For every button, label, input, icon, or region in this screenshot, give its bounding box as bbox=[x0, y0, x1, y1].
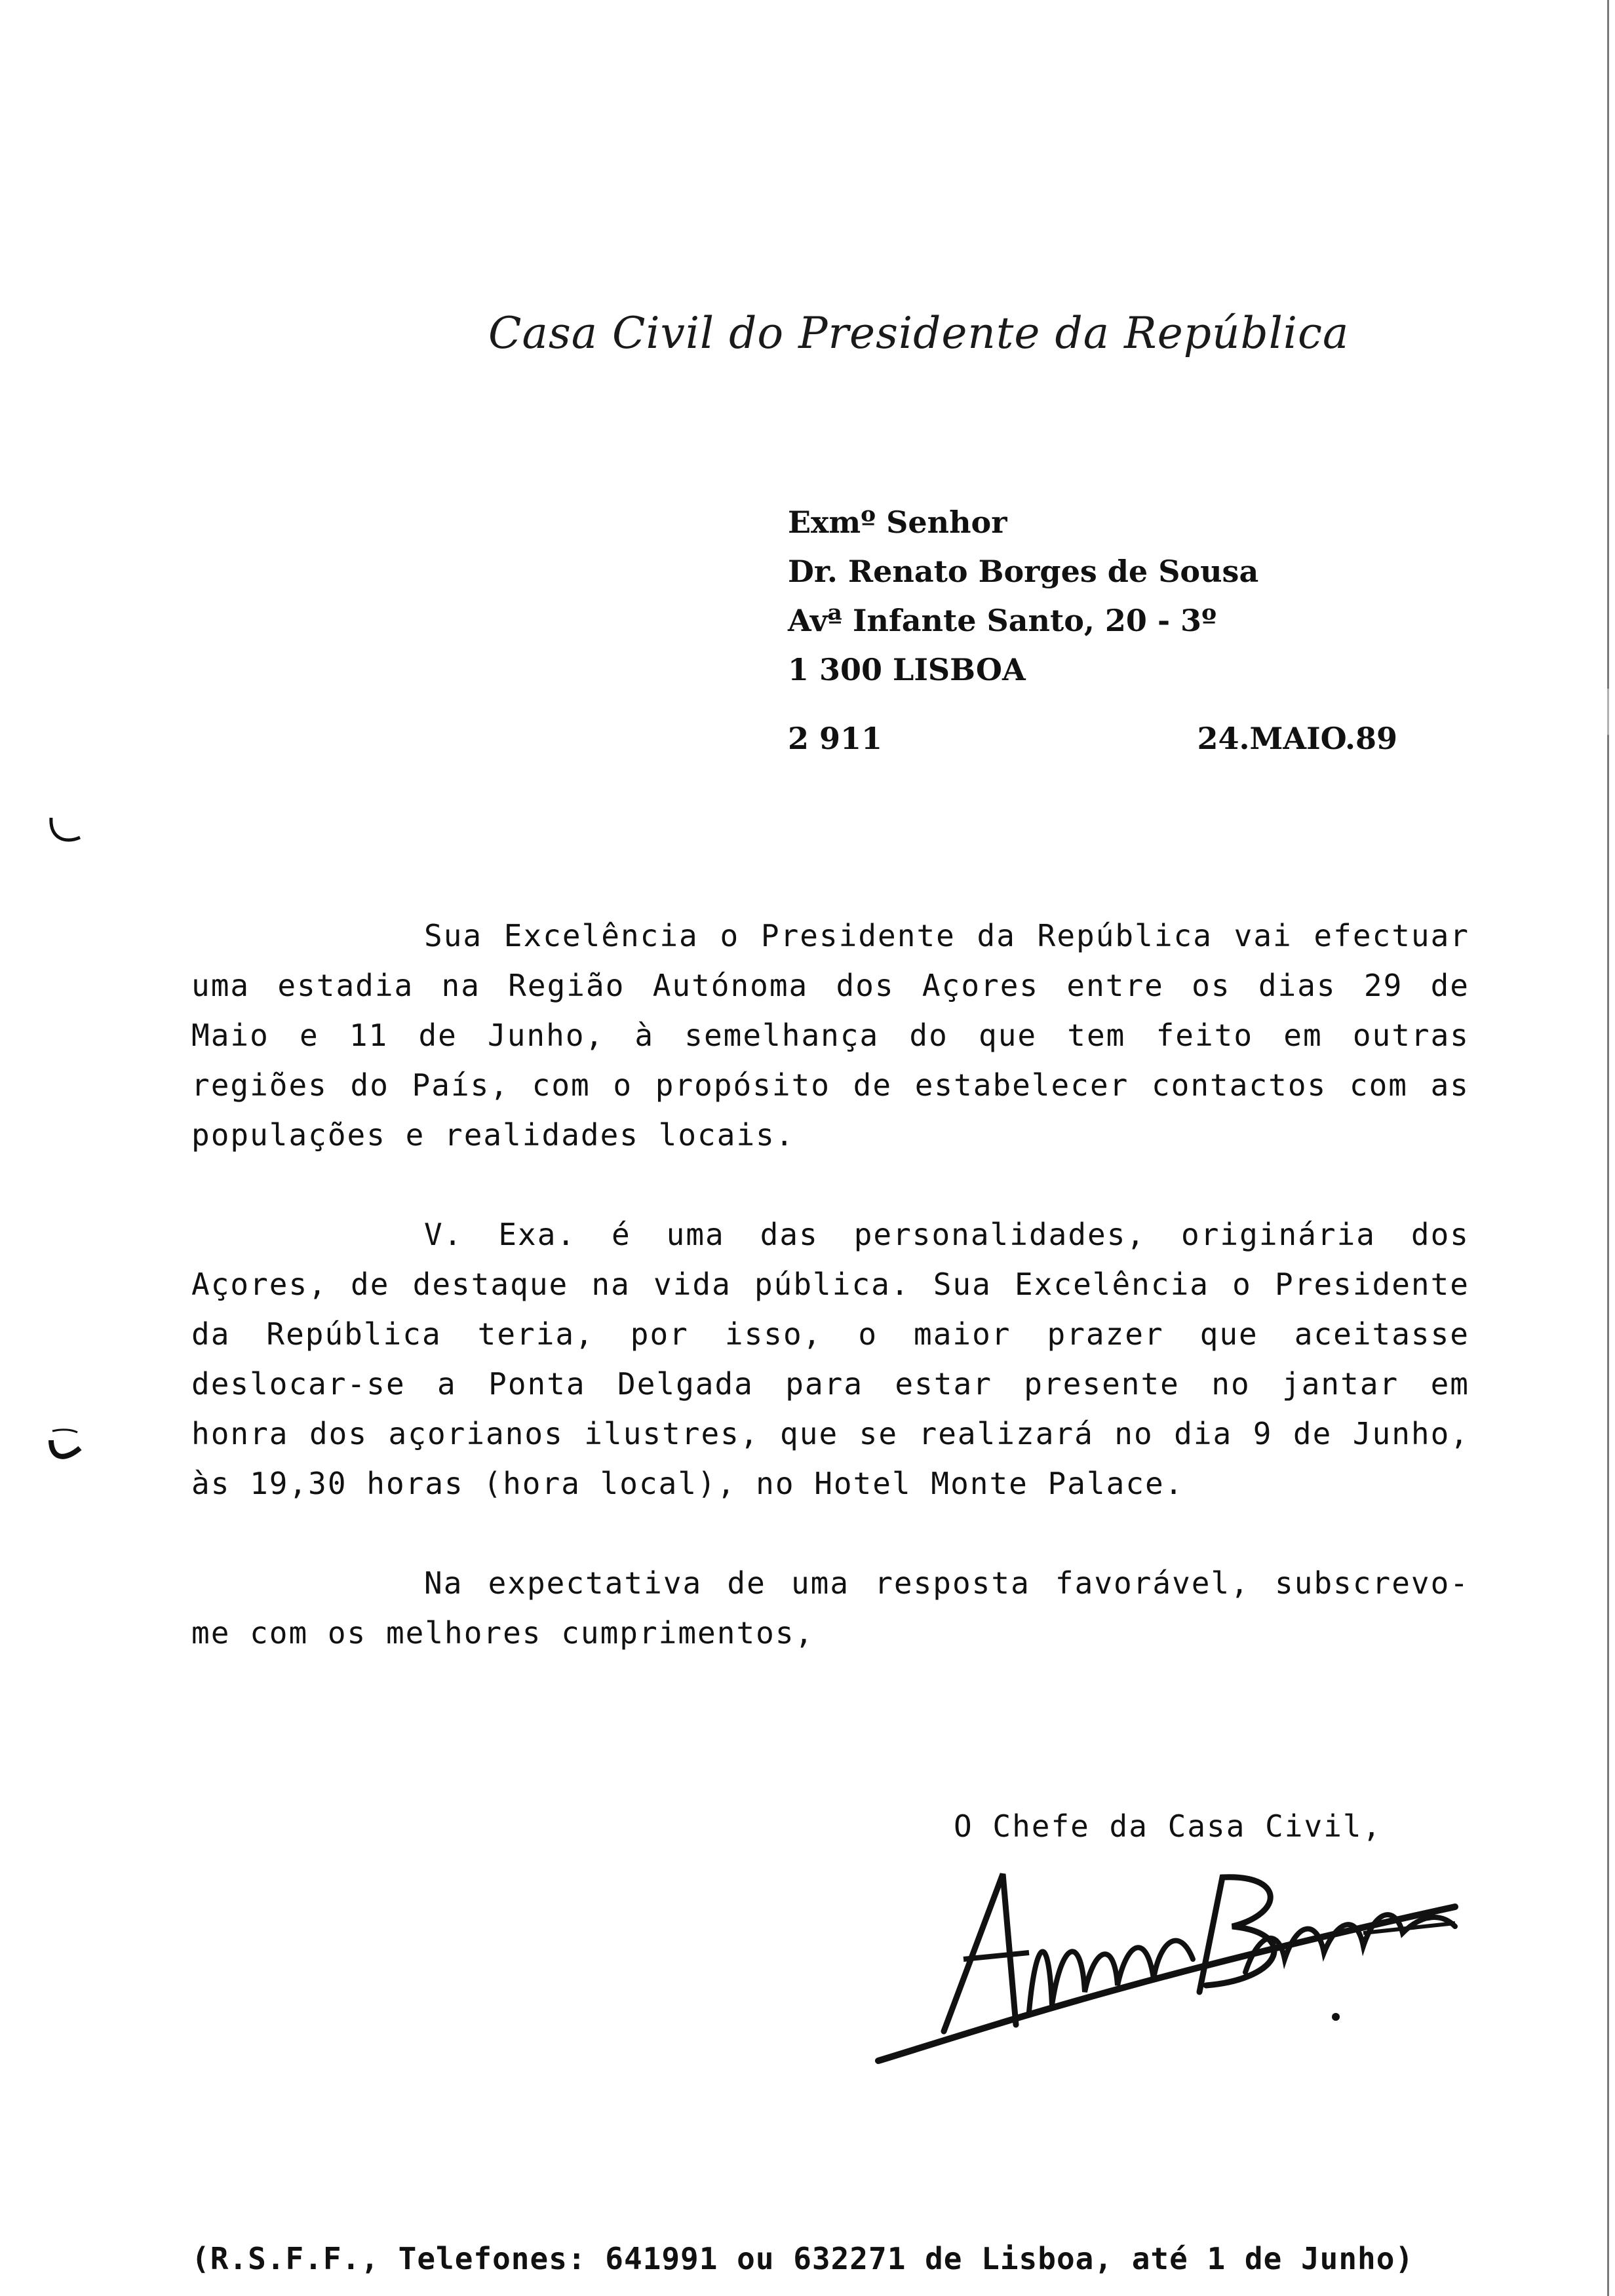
recipient-city: 1 300 LISBOA bbox=[788, 652, 1026, 687]
body-paragraph-3: Na expectativa de uma resposta favorável, subscrevo-me com os melhores cumprimentos, bbox=[191, 1565, 1469, 1651]
letter-body bbox=[191, 911, 1469, 1708]
scan-edge-line bbox=[1607, 0, 1609, 2296]
reference-line bbox=[788, 721, 1397, 756]
recipient-address bbox=[788, 498, 1258, 695]
punch-hole-mark-bottom bbox=[46, 1428, 85, 1468]
recipient-street: Avª Infante Santo, 20 - 3º bbox=[788, 603, 1217, 638]
footer-rsvp-note: (R.S.F.F., Telefones: 641991 ou 632271 de Lisboa, até 1 de Junho) bbox=[191, 2241, 1414, 2276]
letter-date: 24.MAIO.89 bbox=[1197, 721, 1397, 756]
body-paragraph-1: Sua Excelência o Presidente da República vai efectuar uma estadia na Região Autónoma dos Açores entre os dias 29 de Maio e 11 de Junho, à semelhança do que tem feito em outras regiões do País, com o propósito de estabelecer contactos com as populações e realidades locais. bbox=[191, 918, 1469, 1153]
punch-hole-mark-top bbox=[46, 813, 85, 852]
handwritten-signature bbox=[865, 1861, 1468, 2077]
reference-number: 2 911 bbox=[788, 721, 883, 756]
closing-title: O Chefe da Casa Civil, bbox=[954, 1808, 1382, 1844]
body-paragraph-2: V. Exa. é uma das personalidades, originária dos Açores, de destaque na vida pública. Sua Excelência o Presidente da República teria, por isso, o maior prazer que aceitasse deslocar-se a Ponta Delgada para estar presente no jantar em honra dos açorianos ilustres, que se realizará no dia 9 de Junho, às 19,30 horas (hora local), no Hotel Monte Palace. bbox=[191, 1217, 1469, 1501]
letterhead: Casa Civil do Presidente da República bbox=[488, 308, 1350, 358]
recipient-name: Dr. Renato Borges de Sousa bbox=[788, 554, 1259, 589]
recipient-salutation: Exmº Senhor bbox=[788, 505, 1007, 540]
